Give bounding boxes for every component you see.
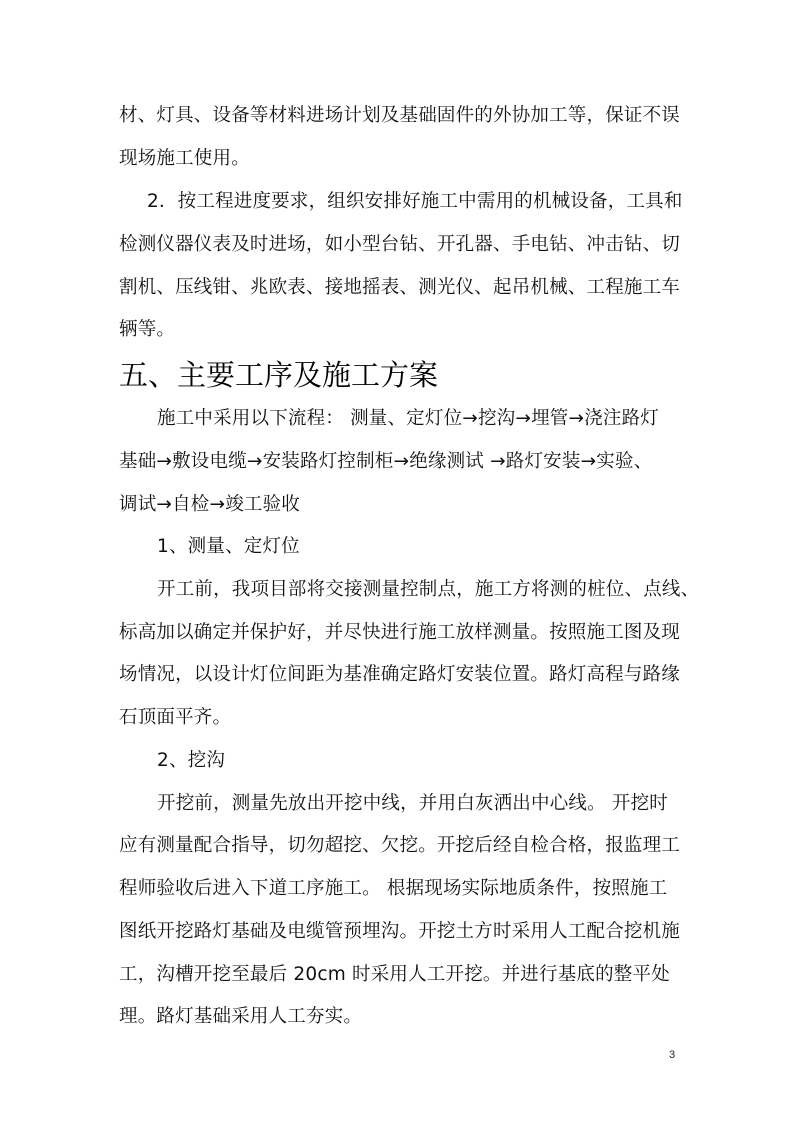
paragraph-line: 调试→自检→竣工验收: [119, 494, 301, 515]
section-heading: 五、主要工序及施工方案: [119, 358, 439, 392]
page-number: 3: [669, 1049, 676, 1061]
paragraph-line: 材、灯具、设备等材料进场计划及基础固件的外协加工等，保证不误: [119, 105, 681, 126]
paragraph-line: 2．按工程进度要求，组织安排好施工中需用的机械设备，工具和: [147, 191, 683, 212]
paragraph-line: 标高加以确定并保护好，并尽快进行施工放样测量。按照施工图及现: [119, 622, 681, 643]
paragraph-line: 检测仪器仪表及时进场，如小型台钻、开孔器、手电钻、冲击钻、切: [119, 234, 681, 255]
paragraph-line: 开工前，我项目部将交接测量控制点，施工方将测的桩位、点线、: [157, 579, 700, 600]
subsection-title: 2、挖沟: [157, 750, 226, 771]
subsection-title: 1、测量、定灯位: [157, 536, 300, 557]
paragraph-line: 图纸开挖路灯基础及电缆管预埋沟。开挖土方时采用人工配合挖机施: [119, 921, 681, 942]
paragraph-line: 基础→敷设电缆→安装路灯控制柜→绝缘测试 →路灯安装→实验、: [119, 451, 653, 472]
paragraph-line: 现场施工使用。: [119, 148, 250, 169]
paragraph-line: 施工中采用以下流程： 测量、定灯位→挖沟→埋管→浇注路灯: [157, 408, 659, 429]
paragraph-line: 石顶面平齐。: [119, 707, 232, 728]
paragraph-line: 开挖前，测量先放出开挖中线，并用白灰洒出中心线。 开挖时: [157, 793, 668, 814]
paragraph-line: 工，沟槽开挖至最后 20cm 时采用人工开挖。并进行基底的整平处: [119, 964, 670, 985]
paragraph-line: 辆等。: [119, 319, 176, 340]
paragraph-line: 程师验收后进入下道工序施工。 根据现场实际地质条件，按照施工: [119, 878, 668, 899]
paragraph-line: 应有测量配合指导，切勿超挖、欠挖。开挖后经自检合格，报监理工: [119, 835, 681, 856]
paragraph-line: 理。路灯基础采用人工夯实。: [119, 1006, 363, 1027]
paragraph-line: 割机、压线钳、兆欧表、接地摇表、测光仪、起吊机械、工程施工车: [119, 277, 681, 298]
paragraph-line: 场情况，以设计灯位间距为基准确定路灯安装位置。路灯高程与路缘: [119, 664, 681, 685]
